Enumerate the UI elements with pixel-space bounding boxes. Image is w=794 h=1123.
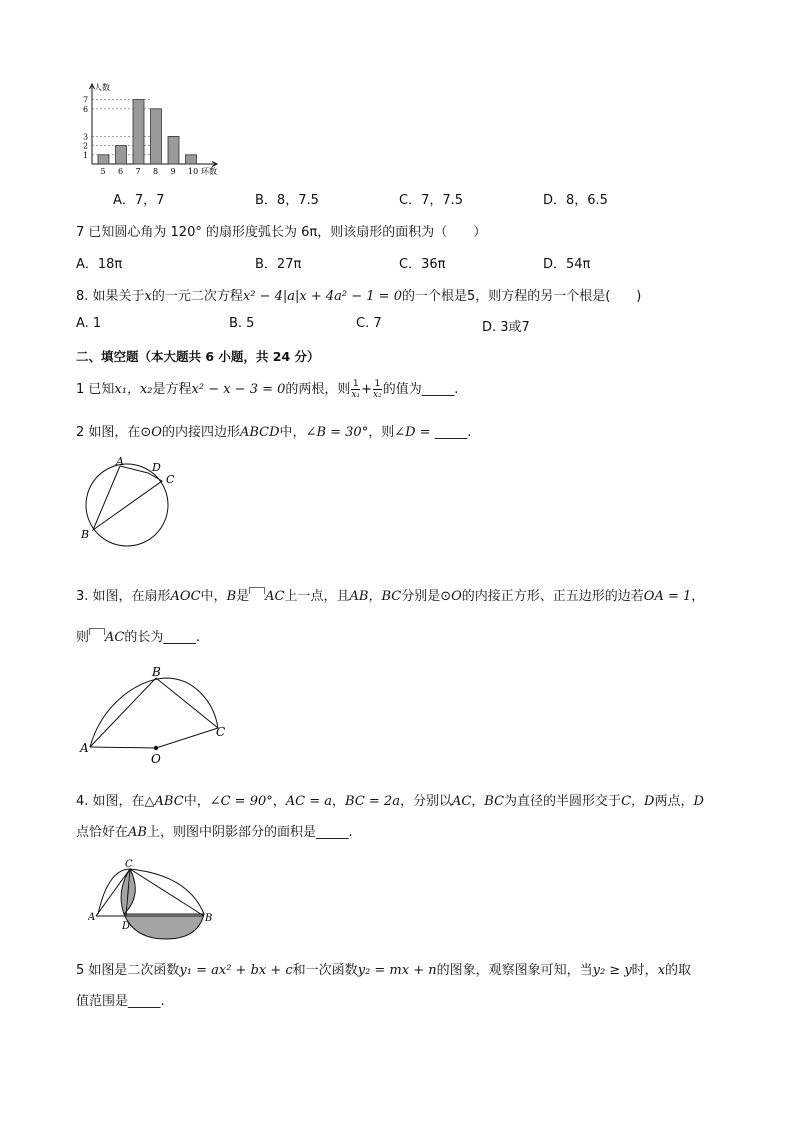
y-tick-label: 2	[83, 141, 89, 151]
bar	[151, 109, 162, 164]
q6-option-d: D．8，6.5	[543, 193, 608, 208]
q7-option-b: B．27π	[255, 257, 302, 272]
fill-q4-text: 4. 如图，在△ABC中，∠C = 90°，AC = a，BC = 2a，分别以AC，BC为直径的半圆形交于C，D两点，D	[76, 794, 704, 809]
label-b: B	[81, 528, 90, 541]
y-tick-label: 3	[83, 132, 89, 142]
bar	[98, 155, 109, 164]
x-tick-label: 5	[100, 167, 106, 176]
label-a: A	[116, 455, 124, 468]
q7-option-c: C．36π	[399, 257, 446, 272]
label-d: D	[122, 921, 131, 932]
arc-symbol	[249, 587, 265, 594]
label-a: A	[80, 741, 89, 755]
q8-option-a: A. 1	[76, 316, 102, 331]
x-tick-label: 10	[188, 167, 199, 176]
bar	[168, 136, 179, 164]
label-c: C	[216, 725, 226, 739]
q6-option-a: A．7，7	[113, 193, 165, 208]
shooting-score-bar-chart	[74, 80, 234, 182]
q7-option-a: A．18π	[76, 257, 123, 272]
semicircles-figure	[88, 855, 228, 943]
x-tick-label: 8	[153, 167, 159, 176]
x-axis-label: 环数	[201, 167, 217, 176]
y-axis-label: 人数	[94, 83, 110, 92]
q8-text: 8. 如果关于x的一元二次方程x² − 4|a|x + 4a² − 1 = 0的一个根是5，则方程的另一个根是( )	[76, 289, 642, 304]
label-a: A	[88, 912, 96, 923]
q6-option-b: B．8，7.5	[255, 193, 319, 208]
label-b: B	[205, 913, 213, 924]
label-o: O	[151, 752, 161, 766]
bar	[133, 100, 144, 164]
fill-q3-text-line2: 则 AC的长为_____.	[76, 630, 200, 645]
fill-q2-text: 2 如图，在⊙O的内接四边形ABCD中，∠B = 30°，则∠D = _____.	[76, 425, 472, 440]
q6-option-c: C．7，7.5	[399, 193, 464, 208]
bar	[116, 146, 127, 164]
x-tick-label: 9	[170, 167, 176, 176]
fill-q5-text-line2: 值范围是_____.	[76, 994, 165, 1009]
q8-option-b: B. 5	[229, 316, 255, 331]
y-tick-label: 7	[83, 95, 89, 105]
q7-text: 7 已知圆心角为 120° 的扇形度弧长为 6π，则该扇形的面积为（ ）	[76, 225, 487, 240]
fill-q4-text-line2: 点恰好在AB上，则图中阴影部分的面积是_____.	[76, 825, 353, 840]
x-tick-label: 6	[118, 167, 124, 176]
q8-option-c: C. 7	[356, 316, 382, 331]
x-tick-label: 7	[135, 167, 141, 176]
fill-q3-text: 3. 如图，在扇形AOC中，B是 AC上一点，且AB，BC分别是⊙O的内接正方形、正五边形的边若OA = 1，	[76, 589, 705, 604]
q7-option-d: D．54π	[543, 257, 591, 272]
label-b: B	[152, 665, 161, 679]
bar	[186, 155, 197, 164]
fill-q5-text: 5 如图是二次函数y₁ = ax² + bx + c和一次函数y₂ = mx + n的图象，观察图象可知，当y₂ ≥ y时，x的取	[76, 963, 692, 978]
inscribed-quadrilateral-figure	[76, 452, 186, 562]
fill-q1-text: 1 已知x₁，x₂是方程x² − x − 3 = 0的两根，则 $\frac{1}{\text{x₁}}$ + $\frac{1}{\text{x₂}}$ 的值为_____.	[76, 379, 459, 400]
arc-symbol	[89, 628, 105, 635]
label-c: C	[166, 473, 175, 486]
y-tick-label: 1	[83, 150, 89, 160]
y-tick-label: 6	[83, 104, 89, 114]
label-d: D	[152, 461, 161, 474]
section-2-heading: 二、填空题（本大题共 6 小题，共 24 分）	[76, 349, 320, 364]
sector-figure	[76, 664, 236, 769]
q8-option-d: D. 3或7	[482, 320, 530, 335]
label-c: C	[125, 859, 133, 870]
